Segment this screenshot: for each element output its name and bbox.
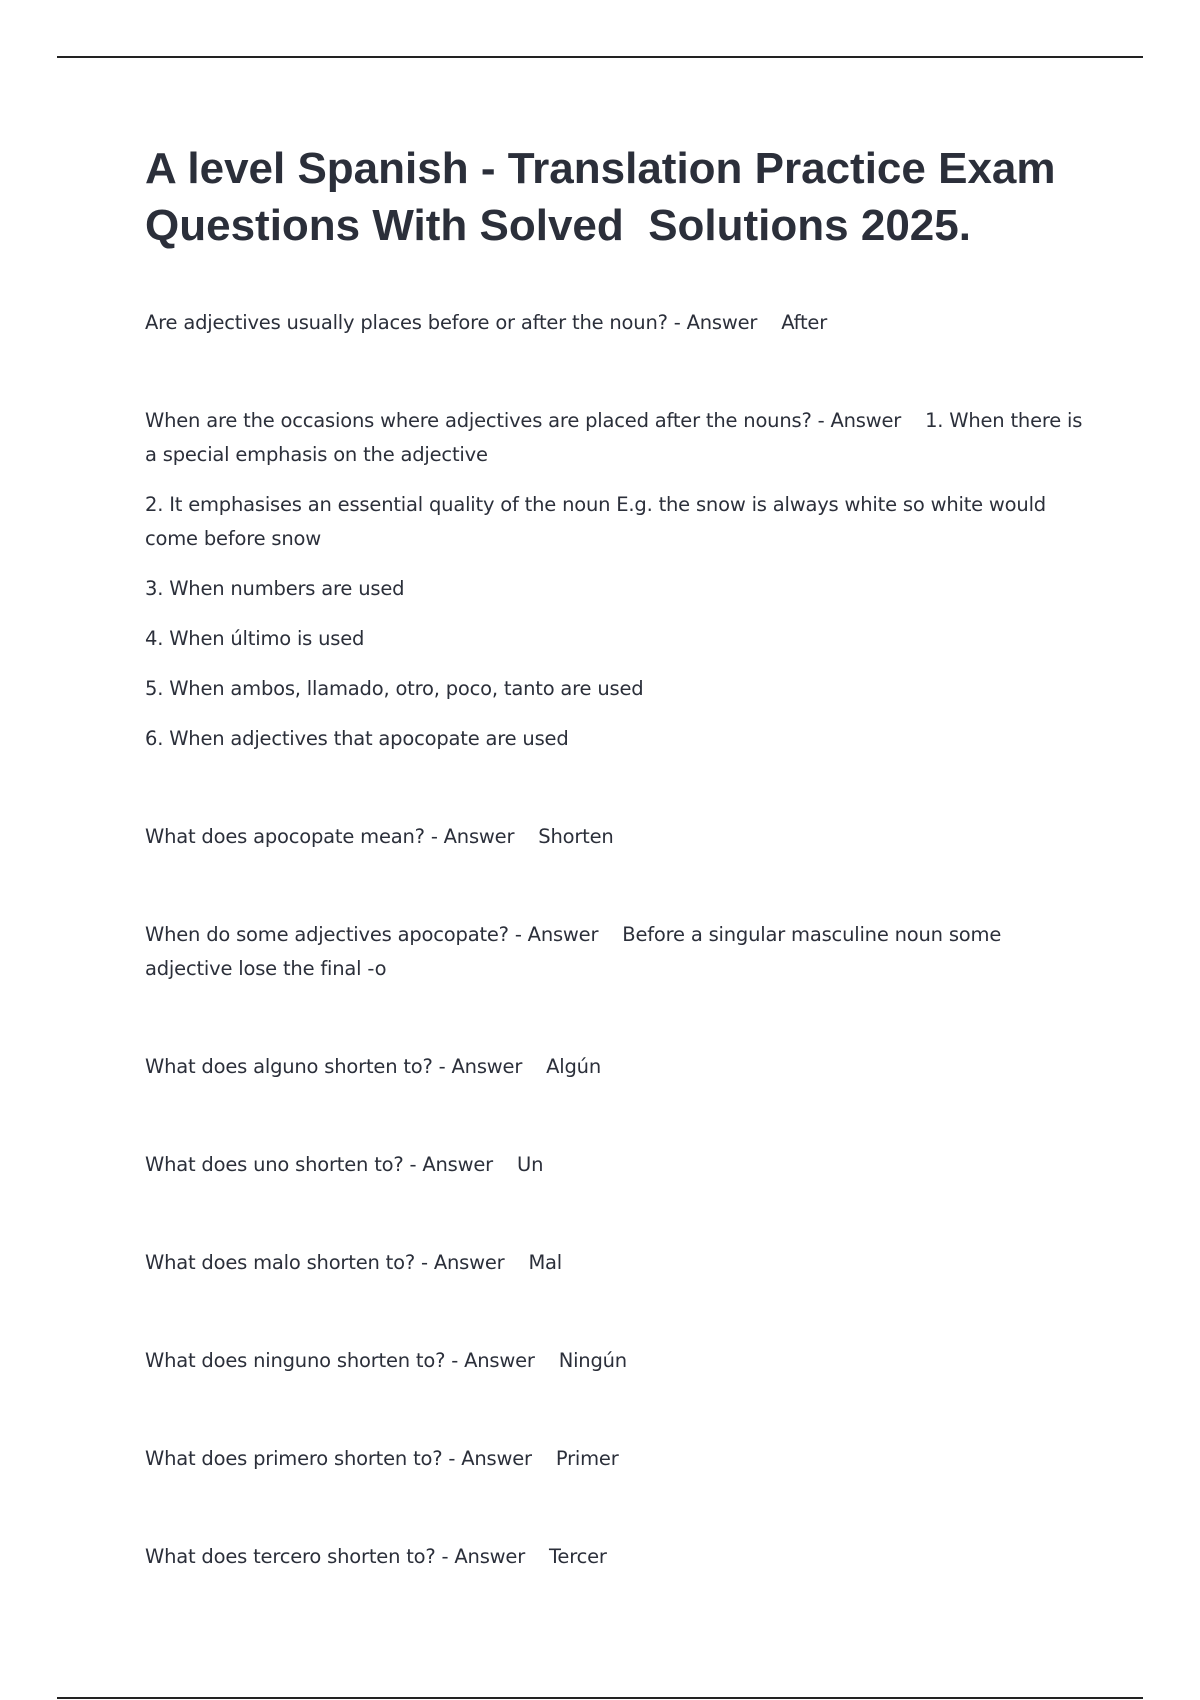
answer-marker: - Answer bbox=[442, 1447, 556, 1470]
answer-marker: - Answer bbox=[424, 825, 539, 848]
qa-item bbox=[145, 1246, 1085, 1280]
question-text: What does malo shorten to? bbox=[145, 1251, 415, 1274]
answer-text: 1. When there is a special emphasis on the adjective bbox=[145, 409, 1083, 466]
answer-text: Algún bbox=[546, 1055, 601, 1078]
question-text: What does ninguno shorten to? bbox=[145, 1349, 446, 1372]
answer-marker: - Answer bbox=[414, 1251, 529, 1274]
qa-item bbox=[145, 306, 1085, 340]
answer-line: 5. When ambos, llamado, otro, poco, tanto are used bbox=[145, 677, 644, 700]
answer-marker: - Answer bbox=[445, 1349, 559, 1372]
answer-marker: - Answer bbox=[403, 1153, 517, 1176]
qa-item bbox=[145, 1344, 1085, 1378]
answer-line: 4. When último is used bbox=[145, 627, 365, 650]
question-text: What does primero shorten to? bbox=[145, 1447, 443, 1470]
question-text: What does apocopate mean? bbox=[145, 825, 425, 848]
qa-item bbox=[145, 1540, 1085, 1574]
qa-item bbox=[145, 820, 1085, 854]
top-divider bbox=[57, 56, 1143, 58]
answer-text: Ningún bbox=[558, 1349, 627, 1372]
qa-item bbox=[145, 404, 1085, 756]
document-body bbox=[145, 140, 1085, 1574]
question-text: What does tercero shorten to? bbox=[145, 1545, 436, 1568]
question-text: What does uno shorten to? bbox=[145, 1153, 404, 1176]
answer-text: After bbox=[781, 311, 828, 334]
answer-marker: - Answer bbox=[432, 1055, 547, 1078]
answer-marker: - Answer bbox=[508, 923, 623, 946]
answer-text: Un bbox=[517, 1153, 544, 1176]
answer-text: Before a singular masculine noun some adjective lose the final -o bbox=[145, 923, 1002, 980]
answer-line: 3. When numbers are used bbox=[145, 577, 405, 600]
answer-marker: - Answer bbox=[435, 1545, 550, 1568]
answer-marker: - Answer bbox=[811, 409, 926, 432]
answer-line: 6. When adjectives that apocopate are used bbox=[145, 727, 569, 750]
answer-text: Tercer bbox=[549, 1545, 607, 1568]
document-title: A level Spanish - Translation Practice Exam Questions With Solved Solutions 2025. bbox=[145, 144, 1068, 250]
qa-item bbox=[145, 1050, 1085, 1084]
qa-item bbox=[145, 1442, 1085, 1476]
question-text: What does alguno shorten to? bbox=[145, 1055, 433, 1078]
question-text: When are the occasions where adjectives are placed after the nouns? bbox=[145, 409, 812, 432]
bottom-divider bbox=[57, 1697, 1143, 1699]
answer-line: 2. It emphasises an essential quality of the noun E.g. the snow is always white so white would come before snow bbox=[145, 493, 1046, 550]
answer-text: Primer bbox=[555, 1447, 619, 1470]
qa-list bbox=[145, 306, 1085, 1574]
question-text: When do some adjectives apocopate? bbox=[145, 923, 509, 946]
answer-text: Shorten bbox=[538, 825, 614, 848]
question-text: Are adjectives usually places before or after the noun? bbox=[145, 311, 668, 334]
qa-item bbox=[145, 1148, 1085, 1182]
qa-item bbox=[145, 918, 1085, 986]
answer-text: Mal bbox=[528, 1251, 563, 1274]
answer-marker: - Answer bbox=[667, 311, 782, 334]
